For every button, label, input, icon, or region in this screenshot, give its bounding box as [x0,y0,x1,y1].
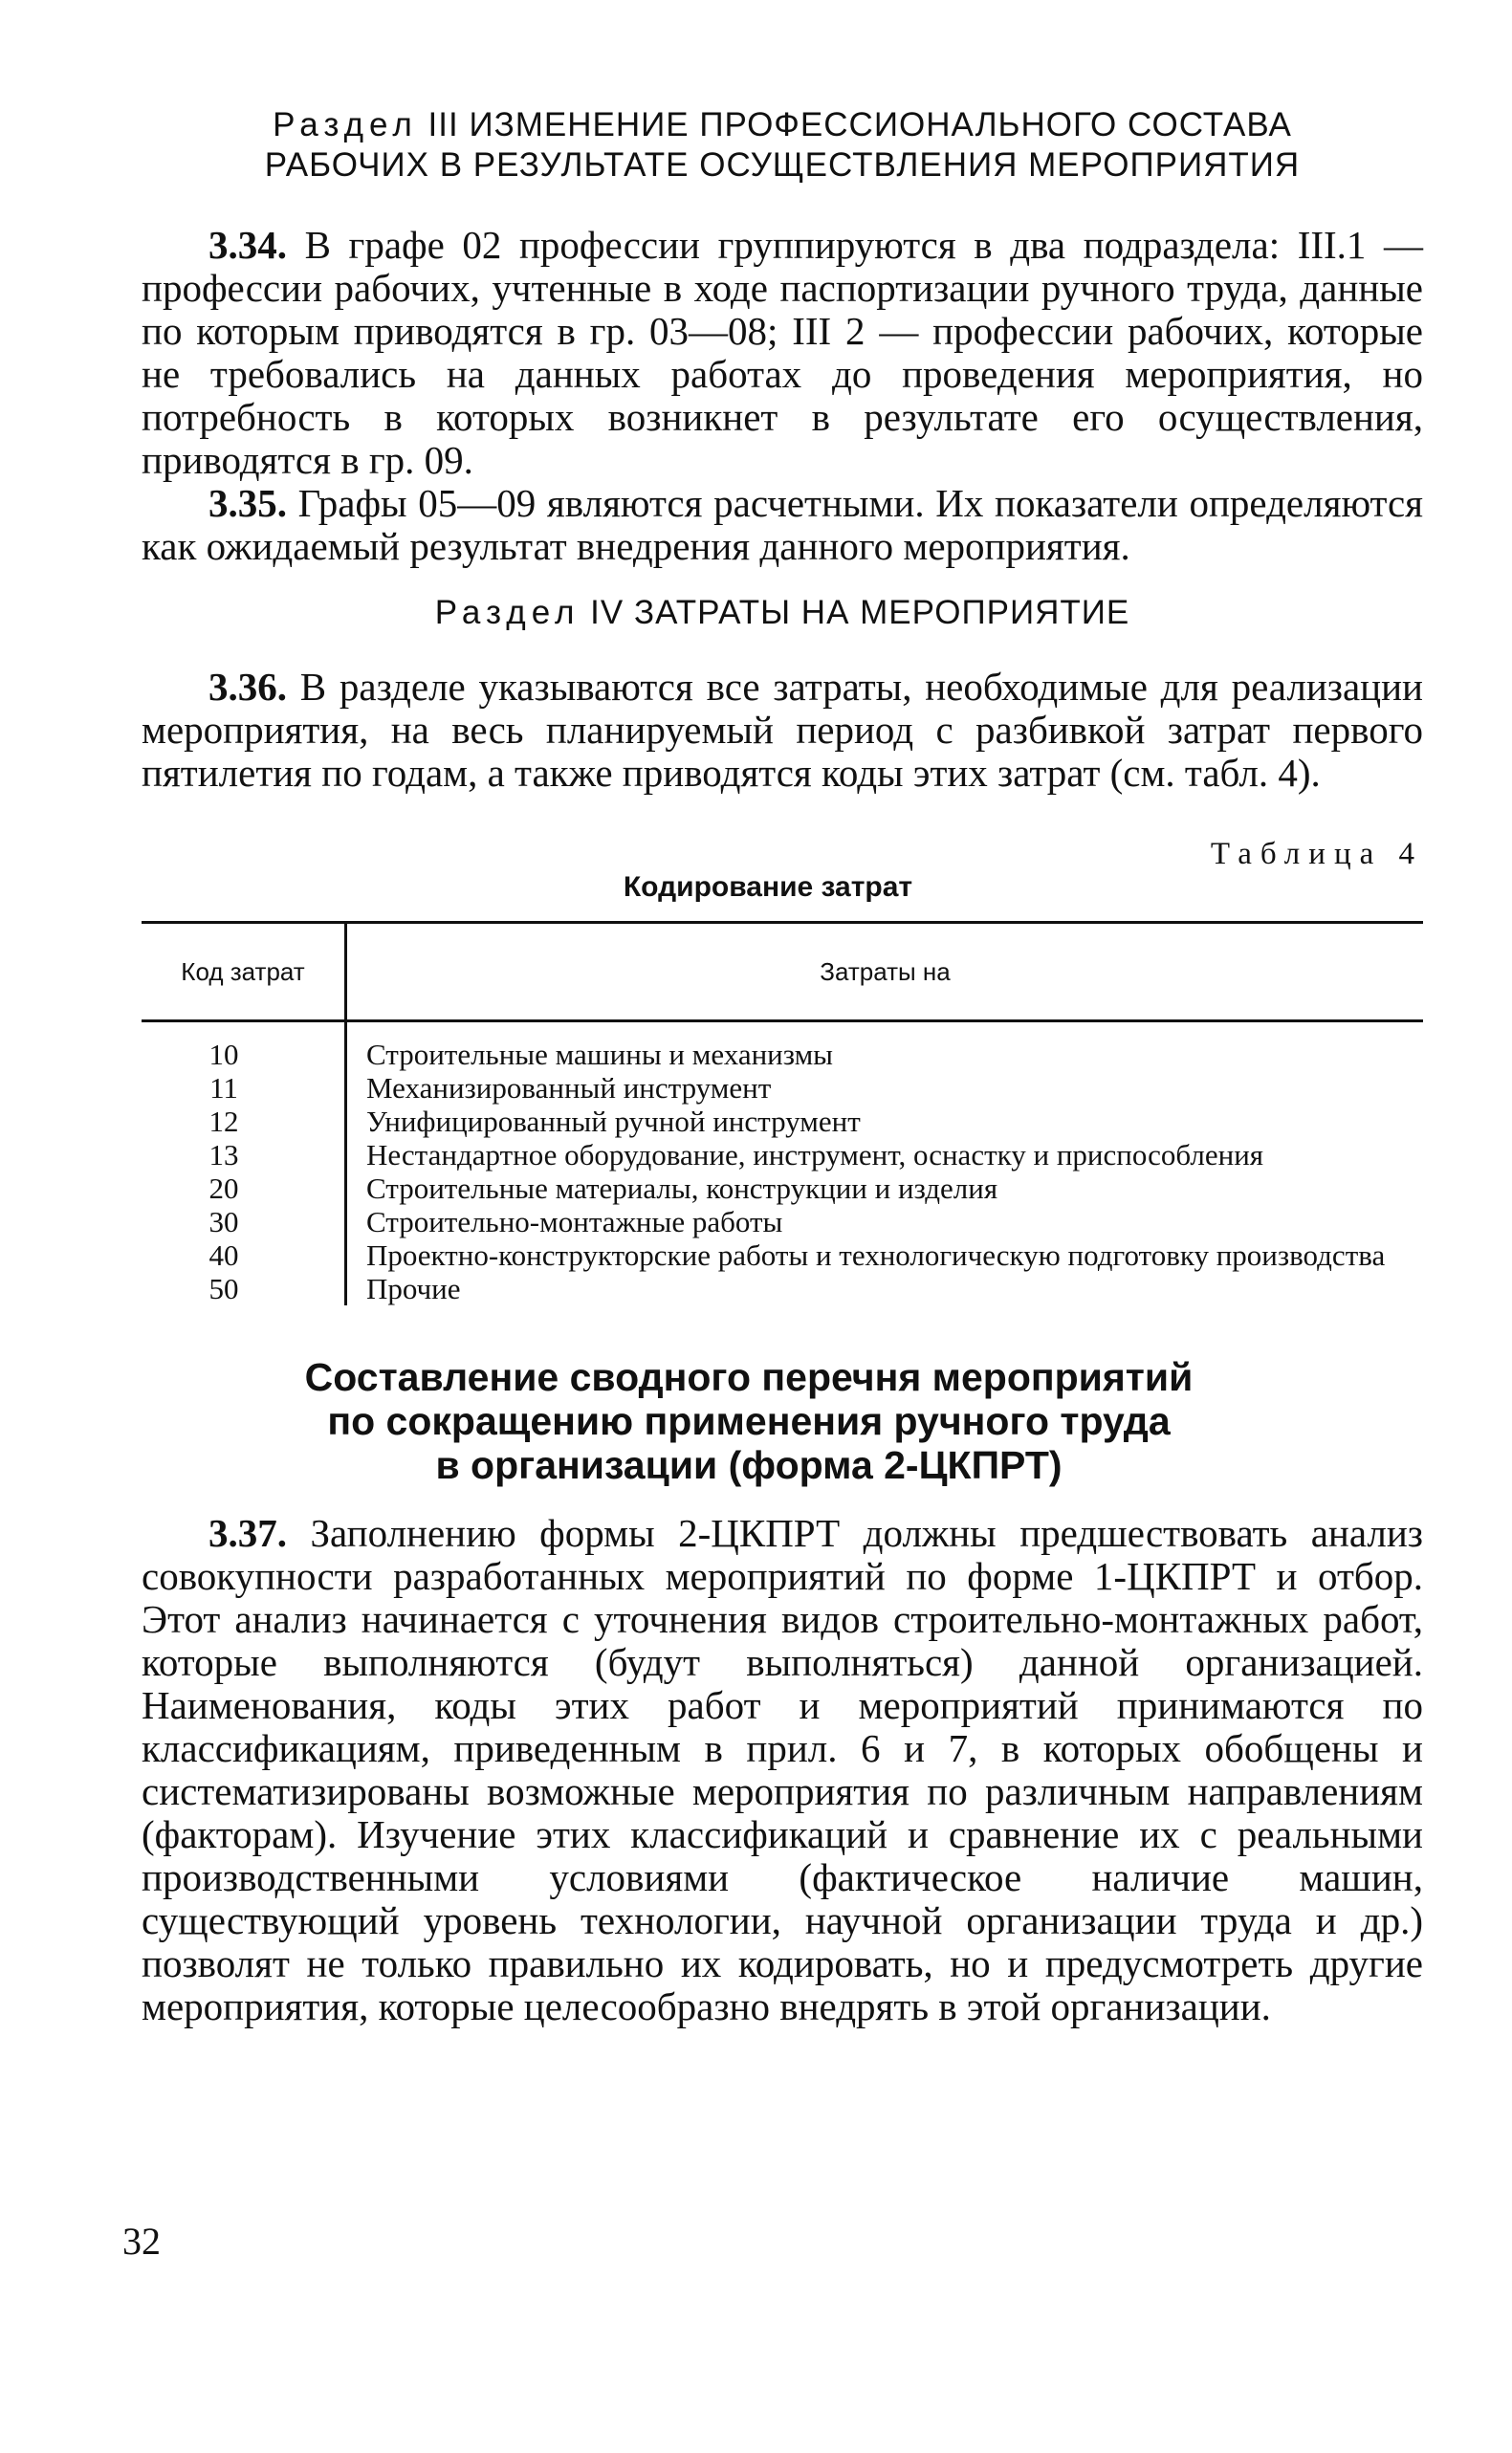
cost-code: 13 [142,1138,346,1172]
table-title: Кодирование затрат [623,871,913,903]
cost-code: 20 [142,1172,346,1205]
cost-description: Строительно-монтажные работы [366,1205,783,1238]
paragraph-3-36-number: 3.36. [208,665,287,709]
table-row [142,1205,1423,1238]
section-4-numeral: IV [590,594,625,631]
document-page [142,105,1423,2028]
table-row [142,1105,1423,1138]
paragraph-3-37-text: Заполнению формы 2-ЦКПРТ должны предшествовать анализ совокупности разработанных мероприятий по форме 1-ЦКПРТ и отбор. Этот анализ начинается с уточнения видов строительно-монтажных работ, которые выполняются (будут выполняться) данной организацией. Наименования, коды этих работ и мероприятий принимаются по классификациям, приведенным в прил. 6 и 7, в которых обобщены и систематизированы возможные мероприятия по различным направлениям (факторам). Изучение этих классификаций и сравнение их с реальными производственными условиями (фактическое наличие машин, существующий уровень технологии, научной организации труда и др.) позволят не только правильно их кодировать, но и предусмотреть другие мероприятия, которые целесообразно внедрять в этой организации. [142,1511,1423,2028]
section-3-label: Раздел [273,106,418,143]
paragraph-3-35-number: 3.35. [208,481,287,525]
table-caption: Таблица 4 [1210,837,1423,871]
cost-description: Механизированный инструмент [366,1071,772,1105]
table-row [142,1021,1423,1072]
cost-description: Строительные машины и механизмы [366,1038,834,1071]
table-row [142,1238,1423,1272]
section-4-heading [142,593,1423,633]
header-code: Код затрат [142,923,346,1021]
section-3-title-line2: РАБОЧИХ В РЕЗУЛЬТАТЕ ОСУЩЕСТВЛЕНИЯ МЕРОПРИЯТИЯ [264,146,1301,184]
page-number: 32 [122,2220,161,2263]
section-4-title: ЗАТРАТЫ НА МЕРОПРИЯТИЕ [633,594,1130,631]
cost-code: 30 [142,1205,346,1238]
summary-list-heading [75,1355,1423,1487]
section-4-label: Раздел [434,594,581,631]
table-row [142,1172,1423,1205]
paragraph-3-37-number: 3.37. [208,1511,287,1555]
cost-description: Унифицированный ручной инструмент [366,1105,861,1138]
summary-heading-line3: в организации (форма 2-ЦКПРТ) [435,1443,1063,1487]
paragraph-3-34-text: В графе 02 профессии группируются в два подраздела: III.1 — профессии рабочих, учтенные в ходе паспортизации ручного труда, данные по которым приводятся в гр. 03—08; III 2 — профессии рабочих, которые не требовались на данных работах до проведения мероприятия, но потребность в которых возникнет в результате его осуществления, приводятся в гр. 09. [142,223,1424,482]
cost-description: Строительные материалы, конструкции и изделия [366,1172,998,1205]
cost-code: 50 [142,1272,346,1305]
cost-description: Прочие [366,1272,461,1305]
section-3-numeral: III [427,106,459,143]
cost-code: 12 [142,1105,346,1138]
paragraph-3-36 [142,666,1423,795]
paragraph-3-34-number: 3.34. [208,223,287,267]
cost-description: Проектно-конструкторские работы и технологическую подготовку производства [366,1238,1386,1272]
table-header-row [142,923,1423,1021]
cost-code: 11 [142,1071,346,1105]
paragraph-3-35 [142,482,1423,568]
cost-description: Нестандартное оборудование, инструмент, оснастку и приспособления [366,1138,1264,1172]
cost-code: 40 [142,1238,346,1272]
summary-heading-line2: по сокращению применения ручного труда [327,1399,1171,1443]
paragraph-3-36-text: В разделе указываются все затраты, необходимые для реализации мероприятия, на весь планируемый период с разбивкой затрат первого пятилетия по годам, а также приводятся коды этих затрат (см. табл. 4). [142,665,1423,795]
table-row [142,1138,1423,1172]
paragraph-3-37 [142,1512,1423,2028]
cost-code: 10 [142,1021,346,1072]
summary-heading-line1: Составление сводного перечня мероприятий [304,1355,1194,1399]
section-3-heading [142,105,1423,186]
paragraph-3-35-text: Графы 05—09 являются расчетными. Их показатели определяются как ожидаемый результат внедрения данного мероприятия. [142,481,1424,568]
table-row [142,1071,1423,1105]
paragraph-3-34 [142,224,1423,482]
header-costs: Затраты на [346,923,1424,1021]
table-row [142,1272,1423,1305]
cost-codes-table [142,921,1423,1305]
section-3-title-line1: ИЗМЕНЕНИЕ ПРОФЕССИОНАЛЬНОГО СОСТАВА [469,106,1292,143]
